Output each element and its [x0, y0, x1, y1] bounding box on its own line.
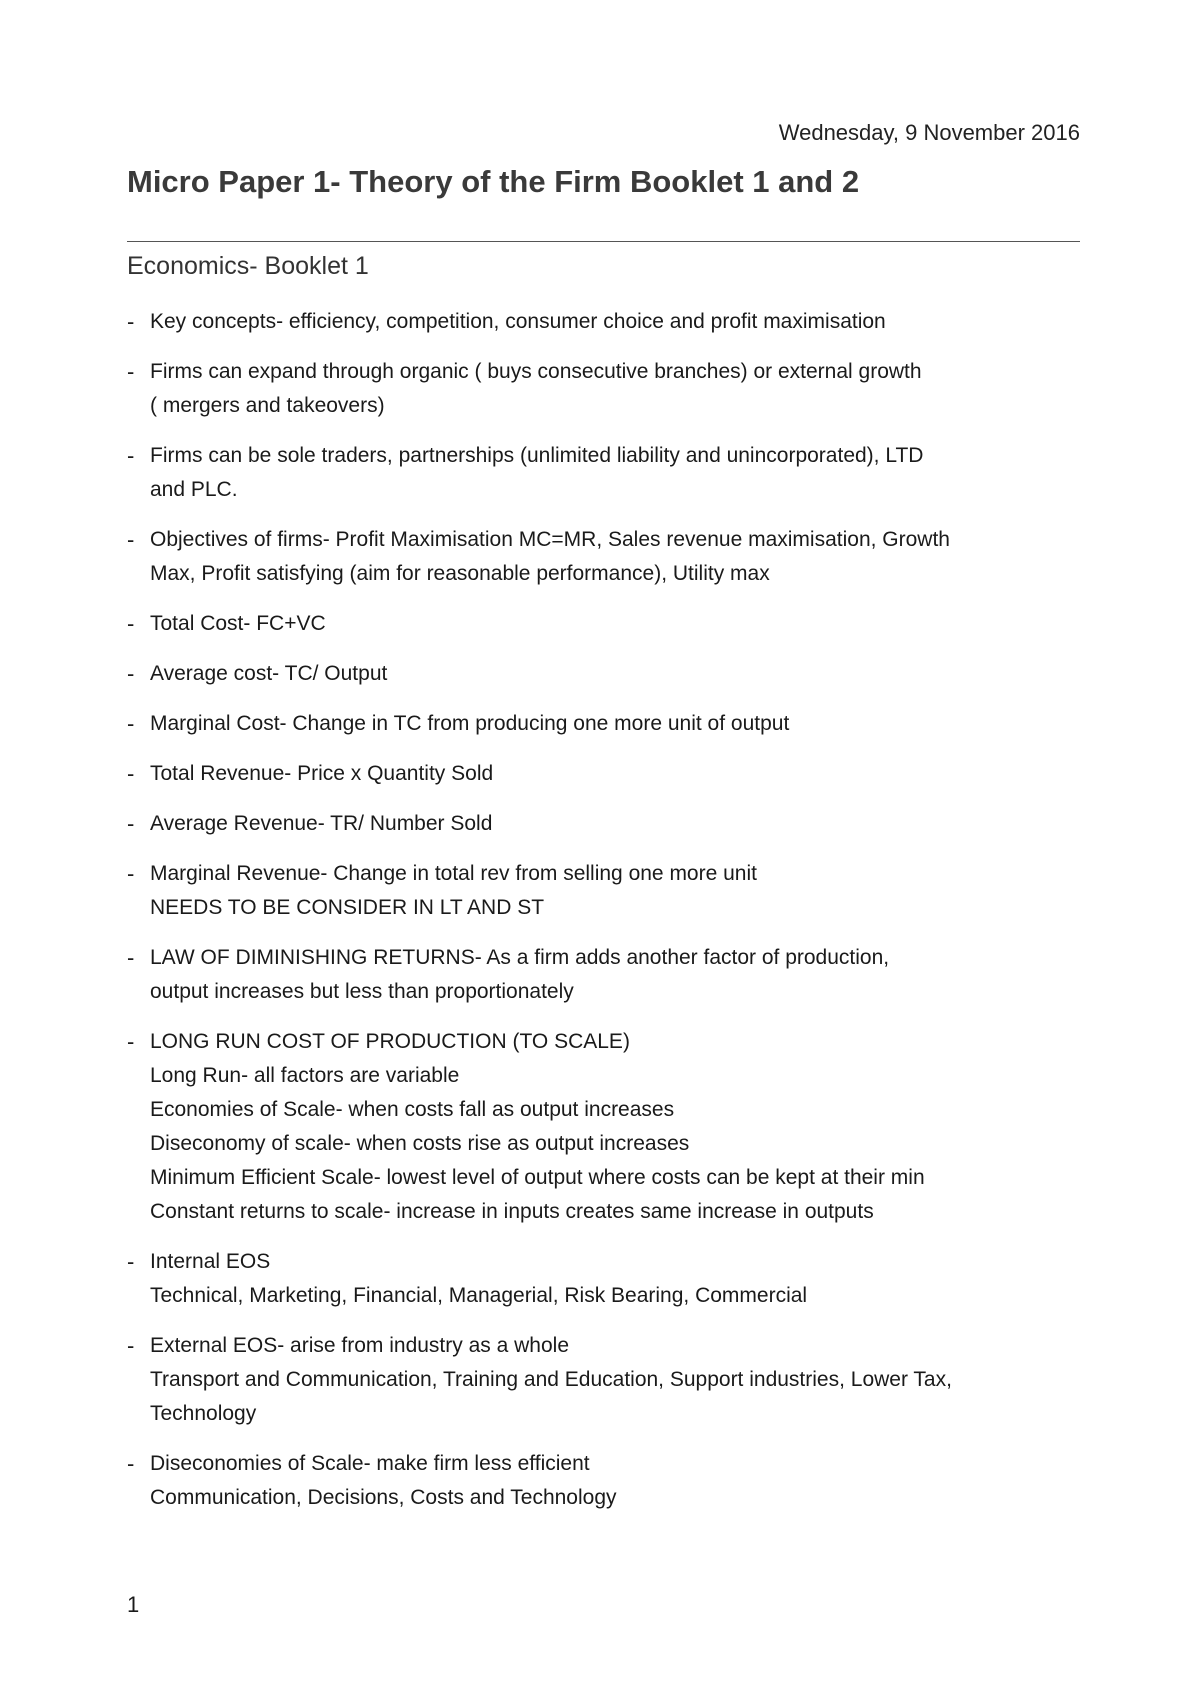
- list-item-line: Key concepts- efficiency, competition, consumer choice and profit maximisation: [150, 310, 886, 333]
- list-item-line: Technology: [150, 1402, 257, 1425]
- list-item-line: Constant returns to scale- increase in inputs creates same increase in outputs: [150, 1200, 874, 1223]
- notes-list: [127, 305, 1087, 1531]
- page-title: Micro Paper 1- Theory of the Firm Booklet 1 and 2: [127, 164, 860, 199]
- bullet-marker: -: [127, 1451, 135, 1476]
- list-item-line: Long Run- all factors are variable: [150, 1064, 460, 1087]
- list-item-line: Diseconomy of scale- when costs rise as output increases: [150, 1132, 690, 1155]
- list-item: [127, 305, 1087, 339]
- list-item-line: Minimum Efficient Scale- lowest level of output where costs can be kept at their min: [150, 1166, 925, 1189]
- list-item-line: LONG RUN COST OF PRODUCTION (TO SCALE): [150, 1030, 630, 1053]
- bullet-marker: -: [127, 611, 135, 636]
- list-item-line: Diseconomies of Scale- make firm less efficient: [150, 1452, 590, 1475]
- list-item-line: Average cost- TC/ Output: [150, 662, 388, 685]
- list-item-line: Marginal Cost- Change in TC from producing one more unit of output: [150, 712, 790, 735]
- bullet-marker: -: [127, 811, 135, 836]
- list-item: [127, 355, 1087, 423]
- list-item: [127, 807, 1087, 841]
- list-item: [127, 439, 1087, 507]
- list-item-line: Average Revenue- TR/ Number Sold: [150, 812, 493, 835]
- list-item: [127, 857, 1087, 925]
- bullet-marker: -: [127, 761, 135, 786]
- list-item-line: LAW OF DIMINISHING RETURNS- As a firm adds another factor of production,: [150, 946, 890, 969]
- bullet-marker: -: [127, 527, 135, 552]
- list-item-line: ( mergers and takeovers): [150, 394, 385, 417]
- list-item-line: External EOS- arise from industry as a whole: [150, 1334, 569, 1357]
- section-heading: Economics- Booklet 1: [127, 252, 369, 280]
- list-item: [127, 1447, 1087, 1515]
- bullet-marker: -: [127, 945, 135, 970]
- list-item: [127, 523, 1087, 591]
- list-item-line: output increases but less than proportionately: [150, 980, 574, 1003]
- list-item-line: Max, Profit satisfying (aim for reasonable performance), Utility max: [150, 562, 770, 585]
- list-item-line: Communication, Decisions, Costs and Technology: [150, 1486, 617, 1509]
- list-item: [127, 707, 1087, 741]
- list-item: [127, 607, 1087, 641]
- bullet-marker: -: [127, 661, 135, 686]
- bullet-marker: -: [127, 1333, 135, 1358]
- list-item-line: and PLC.: [150, 478, 238, 501]
- list-item-line: Total Revenue- Price x Quantity Sold: [150, 762, 494, 785]
- list-item-line: Objectives of firms- Profit Maximisation MC=MR, Sales revenue maximisation, Growth: [150, 528, 950, 551]
- list-item: [127, 1025, 1087, 1229]
- list-item-line: NEEDS TO BE CONSIDER IN LT AND ST: [150, 896, 545, 919]
- bullet-marker: -: [127, 1249, 135, 1274]
- list-item-line: Firms can expand through organic ( buys consecutive branches) or external growth: [150, 360, 922, 383]
- list-item-line: Total Cost- FC+VC: [150, 612, 326, 635]
- list-item-line: Internal EOS: [150, 1250, 271, 1273]
- list-item: [127, 1245, 1087, 1313]
- list-item: [127, 941, 1087, 1009]
- list-item-line: Transport and Communication, Training and Education, Support industries, Lower Tax,: [150, 1368, 952, 1391]
- bullet-marker: -: [127, 443, 135, 468]
- list-item-line: Economies of Scale- when costs fall as output increases: [150, 1098, 675, 1121]
- title-divider: [127, 241, 1080, 242]
- list-item-line: Firms can be sole traders, partnerships (unlimited liability and unincorporated), LTD: [150, 444, 924, 467]
- bullet-marker: -: [127, 711, 135, 736]
- list-item: [127, 757, 1087, 791]
- bullet-marker: -: [127, 1029, 135, 1054]
- date-label: Wednesday, 9 November 2016: [778, 120, 1080, 145]
- bullet-marker: -: [127, 359, 135, 384]
- page-number: 1: [127, 1592, 140, 1617]
- bullet-marker: -: [127, 309, 135, 334]
- list-item: [127, 1329, 1087, 1431]
- list-item: [127, 657, 1087, 691]
- bullet-marker: -: [127, 861, 135, 886]
- list-item-line: Technical, Marketing, Financial, Managerial, Risk Bearing, Commercial: [150, 1284, 808, 1307]
- list-item-line: Marginal Revenue- Change in total rev from selling one more unit: [150, 862, 757, 885]
